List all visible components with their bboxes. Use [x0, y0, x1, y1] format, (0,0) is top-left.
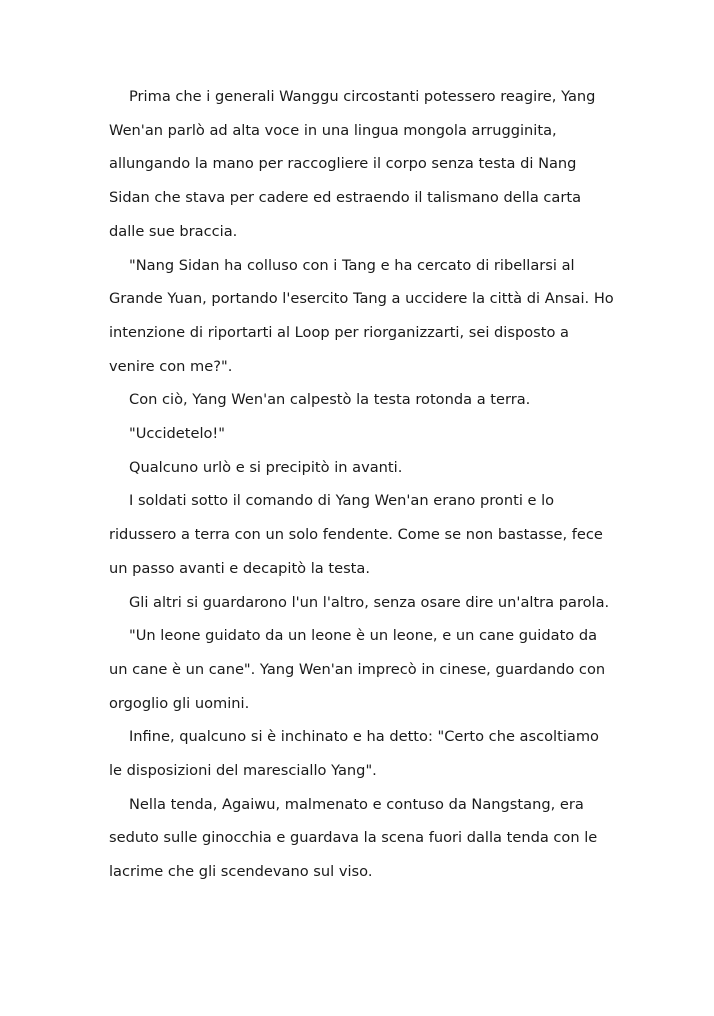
paragraph: Nella tenda, Agaiwu, malmenato e contuso da Nangstang, era seduto sulle ginocchia e guardava la scena fuori dalla tenda con le lacrime che gli scendevano sul viso.	[109, 795, 598, 881]
document-page	[109, 80, 629, 889]
paragraph: "Un leone guidato da un leone è un leone, e un cane guidato da un cane è un cane". Yang Wen'an imprecò in cinese, guardando con orgoglio gli uomini.	[109, 627, 606, 712]
paragraph: I soldati sotto il comando di Yang Wen'an erano pronti e lo ridussero a terra con un solo fendente. Come se non bastasse, fece un passo avanti e decapitò la testa.	[109, 492, 603, 577]
paragraph: Con ciò, Yang Wen'an calpestò la testa rotonda a terra.	[129, 391, 531, 409]
paragraph: Infine, qualcuno si è inchinato e ha detto: "Certo che ascoltiamo le disposizioni del maresciallo Yang".	[109, 728, 599, 780]
paragraph: Gli altri si guardarono l'un l'altro, senza osare dire un'altra parola.	[129, 593, 610, 611]
paragraph: "Nang Sidan ha colluso con i Tang e ha cercato di ribellarsi al Grande Yuan, portando l'esercito Tang a uccidere la città di Ansai. Ho intenzione di riportarti al Loop per riorganizzarti, sei disposto a venire con me?".	[109, 256, 614, 375]
paragraph: Prima che i generali Wanggu circostanti potessero reagire, Yang Wen'an parlò ad alta voce in una lingua mongola arrugginita, allungando la mano per raccogliere il corpo senza testa di Nang Sidan che stava per cadere ed estraendo il talismano della carta dalle sue braccia.	[109, 88, 596, 240]
paragraph: "Uccidetelo!"	[129, 425, 225, 443]
paragraph: Qualcuno urlò e si precipitò in avanti.	[129, 458, 403, 476]
